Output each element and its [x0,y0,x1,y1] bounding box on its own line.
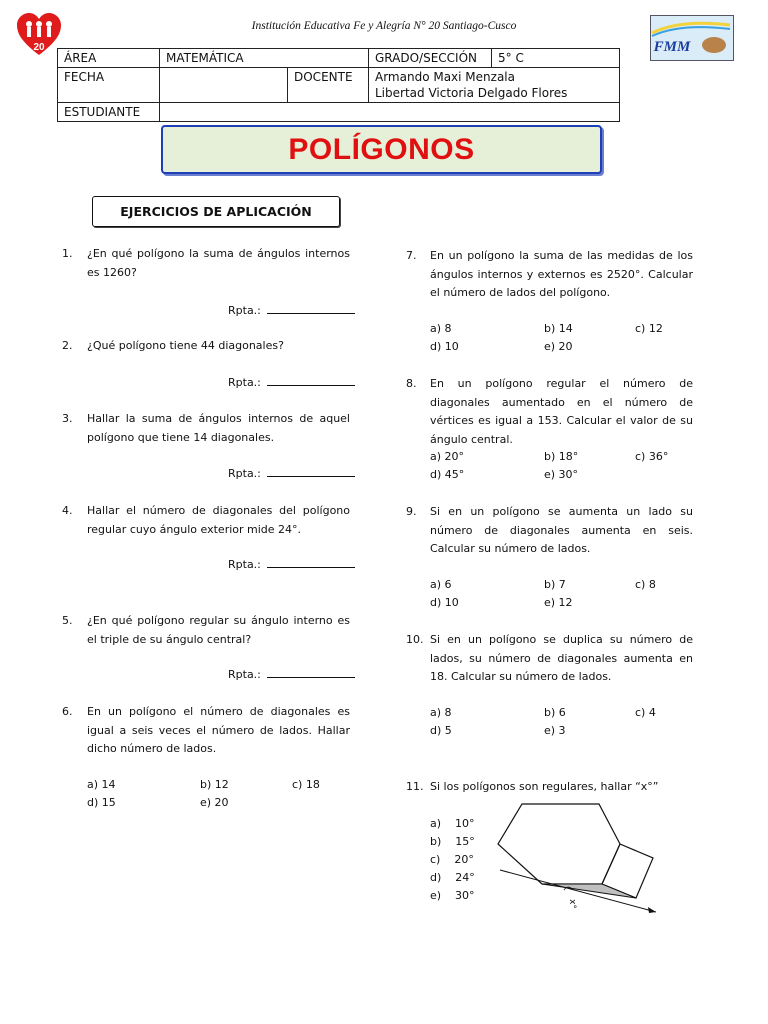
q10-option-c[interactable]: c) 4 [635,706,656,719]
fecha-label: FECHA [58,68,160,103]
q10-option-e[interactable]: e) 3 [544,724,566,737]
q9-option-a[interactable]: a) 6 [430,578,452,591]
info-table [57,48,620,122]
q5-number: 5. [62,614,73,627]
q8-text: En un polígono regular el número de diagonales aumentado en el número de vértices es igual a 153. Calcular el valor de su ángulo central. [430,377,693,446]
q8-option-a[interactable]: a) 20° [430,450,465,463]
q8-option-d[interactable]: d) 45° [430,468,465,481]
answer-line[interactable] [267,557,355,568]
q7-number: 7. [406,249,417,262]
rpta-label: Rpta.: [228,558,261,571]
q6-option-e[interactable]: e) 20 [200,796,229,809]
grado-label: GRADO/SECCIÓN [369,49,492,68]
page-title: POLÍGONOS [288,132,475,166]
q1-answer[interactable] [228,303,355,317]
answer-line[interactable] [267,667,355,678]
answer-line[interactable] [267,466,355,477]
q3-text: Hallar la suma de ángulos internos de aquel polígono que tiene 14 diagonales. [87,412,350,444]
polygon-figure [494,798,664,922]
q9-option-b[interactable]: b) 7 [544,578,566,591]
q9-option-d[interactable]: d) 10 [430,596,459,609]
section-heading [92,196,340,227]
q6-text: En un polígono el número de diagonales es igual a seis veces el número de lados. Hallar dicho número de lados. [87,705,350,755]
q11-text: Si los polígonos son regulares, hallar “x°” [430,780,659,793]
docente-name-1: Armando Maxi Menzala [375,70,515,84]
q11-option-c[interactable]: c) 20° [430,853,474,866]
q2-answer[interactable] [228,375,355,389]
q8-option-b[interactable]: b) 18° [544,450,579,463]
q3-answer[interactable] [228,466,355,480]
fecha-value[interactable] [160,68,288,103]
fmm-logo-icon [650,15,734,61]
q4-number: 4. [62,504,73,517]
q11-option-e[interactable]: e) 30° [430,889,475,902]
q7-text: En un polígono la suma de las medidas de los ángulos internos y externos es 2520°. Calcular el número de lados del polígono. [430,249,693,299]
q5-answer[interactable] [228,667,355,681]
estudiante-value[interactable] [160,103,620,122]
q7-option-c[interactable]: c) 12 [635,322,663,335]
q11-option-d[interactable]: d) 24° [430,871,475,884]
q1-text: ¿En qué polígono la suma de ángulos internos es 1260? [87,247,350,279]
q10-number: 10. [406,633,424,646]
q6-option-d[interactable]: d) 15 [87,796,116,809]
q9-text: Si en un polígono se aumenta un lado su número de diagonales aumenta en seis. Calcular su número de lados. [430,505,693,555]
q8-option-c[interactable]: c) 36° [635,450,669,463]
rpta-label: Rpta.: [228,304,261,317]
q2-number: 2. [62,339,73,352]
q6-option-b[interactable]: b) 12 [200,778,229,791]
q8-option-e[interactable]: e) 30° [544,468,579,481]
q11-option-b[interactable]: b) 15° [430,835,475,848]
q9-option-e[interactable]: e) 12 [544,596,573,609]
svg-text:FMM: FMM [653,39,691,55]
answer-line[interactable] [267,375,355,386]
q10-option-a[interactable]: a) 8 [430,706,452,719]
q2-text: ¿Qué polígono tiene 44 diagonales? [87,339,284,352]
institution-header: Institución Educativa Fe y Alegría N° 20 Santiago-Cusco [251,20,517,32]
q9-option-c[interactable]: c) 8 [635,578,656,591]
q6-option-a[interactable]: a) 14 [87,778,116,791]
q11-option-a[interactable]: a) 10° [430,817,475,830]
school-logo-icon [16,12,62,58]
q11-number: 11. [406,780,424,793]
q8-number: 8. [406,377,417,390]
rpta-label: Rpta.: [228,668,261,681]
area-value: MATEMÁTICA [160,49,369,68]
q4-text: Hallar el número de diagonales del polígono regular cuyo ángulo exterior mide 24°. [87,504,350,536]
q10-option-d[interactable]: d) 5 [430,724,452,737]
area-label: ÁREA [58,49,160,68]
angle-label: x° [567,899,577,909]
q1-number: 1. [62,247,73,260]
docente-value [369,68,620,103]
svg-text:20: 20 [33,42,45,53]
rpta-label: Rpta.: [228,467,261,480]
q3-number: 3. [62,412,73,425]
q4-answer[interactable] [228,557,355,571]
q6-option-c[interactable]: c) 18 [292,778,320,791]
q7-option-a[interactable]: a) 8 [430,322,452,335]
q5-text: ¿En qué polígono regular su ángulo interno es el triple de su ángulo central? [87,614,350,646]
q10-text: Si en un polígono se duplica su número de lados, su número de diagonales aumenta en 18. Calcular su número de lados. [430,633,693,683]
q7-option-e[interactable]: e) 20 [544,340,573,353]
q10-option-b[interactable]: b) 6 [544,706,566,719]
q7-option-b[interactable]: b) 14 [544,322,573,335]
grado-value: 5° C [492,49,620,68]
docente-name-2: Libertad Victoria Delgado Flores [375,86,568,100]
title-banner [161,125,602,174]
rpta-label: Rpta.: [228,376,261,389]
q7-option-d[interactable]: d) 10 [430,340,459,353]
q6-number: 6. [62,705,73,718]
answer-line[interactable] [267,303,355,314]
q9-number: 9. [406,505,417,518]
section-heading-text: EJERCICIOS DE APLICACIÓN [120,204,312,219]
docente-label: DOCENTE [288,68,369,103]
estudiante-label: ESTUDIANTE [58,103,160,122]
